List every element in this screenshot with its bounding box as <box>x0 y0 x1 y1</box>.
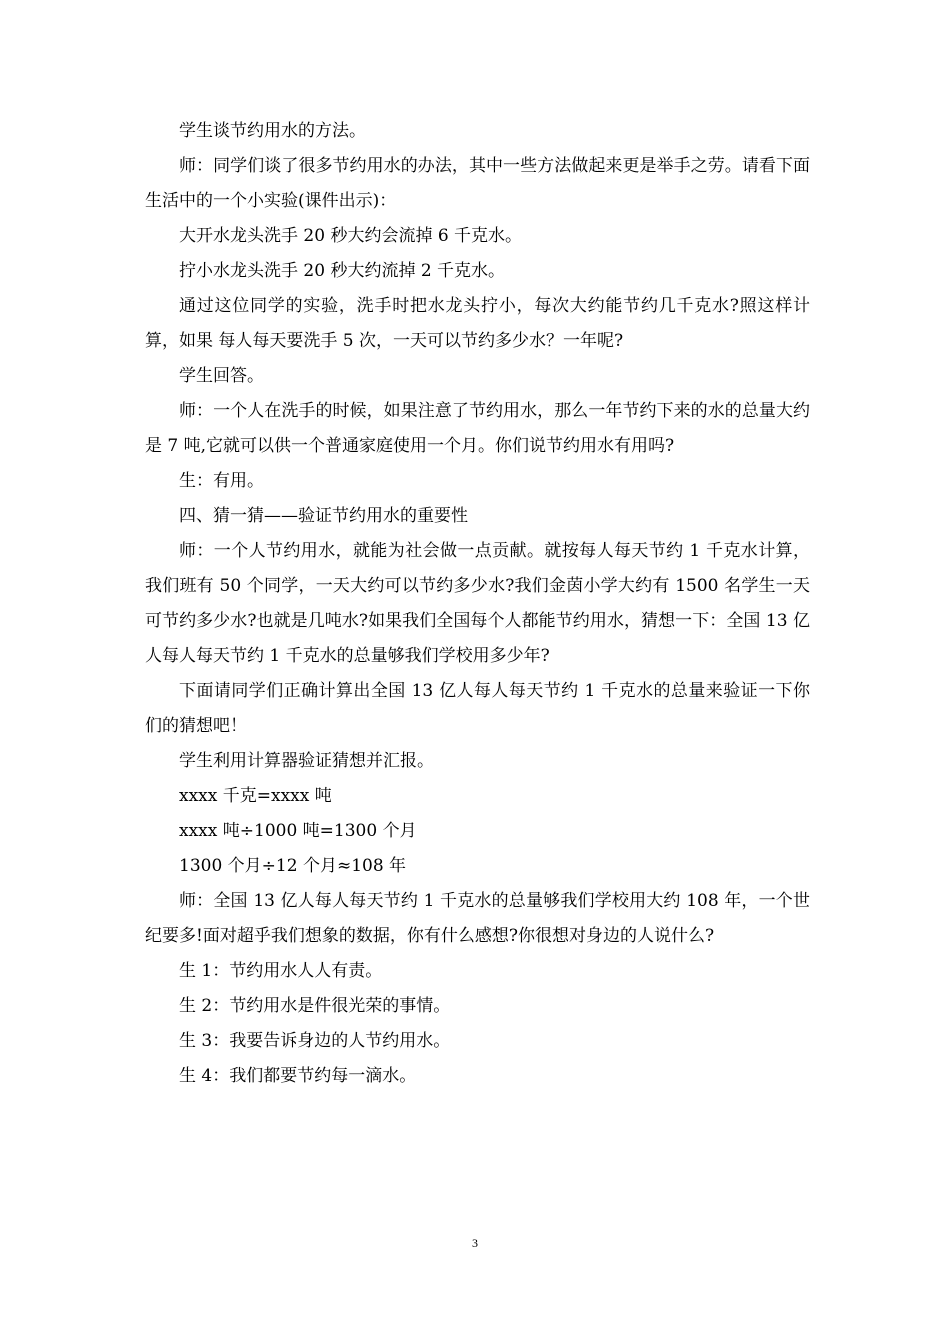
calculation-line: xxxx 千克=xxxx 吨 <box>179 786 332 806</box>
paragraph: 师：一个人节约用水，就能为社会做一点贡献。就按每人每天节约 1 千克水计算，我们班有 50 个同学，一天大约可以节约多少水?我们金茵小学大约有 1500 名学生一天可节约多少水?也就是几吨水?如果我们全国每个人都能节约用水，猜想一下：全国 13 亿人每人每天节约 1 千克水的总量够我们学校用多少年? <box>145 541 810 666</box>
paragraph: 师：一个人在洗手的时候，如果注意了节约用水，那么一年节约下来的水的总量大约是 7 吨,它就可以供一个普通家庭使用一个月。你们说节约用水有用吗? <box>145 401 810 456</box>
paragraph: 生 2：节约用水是件很光荣的事情。 <box>179 996 451 1016</box>
paragraph: 生：有用。 <box>179 471 264 491</box>
paragraph: 学生利用计算器验证猜想并汇报。 <box>179 751 434 771</box>
paragraph: 大开水龙头洗手 20 秒大约会流掉 6 千克水。 <box>179 226 523 246</box>
paragraph: 生 3：我要告诉身边的人节约用水。 <box>179 1031 451 1051</box>
paragraph: 师：同学们谈了很多节约用水的办法，其中一些方法做起来更是举手之劳。请看下面生活中的一个小实验(课件出示)： <box>145 156 810 211</box>
paragraph: 生 1：节约用水人人有责。 <box>179 961 383 981</box>
document-body <box>145 114 810 1094</box>
paragraph: 通过这位同学的实验，洗手时把水龙头拧小，每次大约能节约几千克水?照这样计算，如果 每人每天要洗手 5 次，一天可以节约多少水？一年呢? <box>145 296 810 351</box>
paragraph: 学生回答。 <box>179 366 264 386</box>
paragraph: 学生谈节约用水的方法。 <box>179 121 366 141</box>
calculation-line: xxxx 吨÷1000 吨=1300 个月 <box>179 821 417 841</box>
page-number: 3 <box>472 1236 478 1250</box>
paragraph: 拧小水龙头洗手 20 秒大约流掉 2 千克水。 <box>179 261 506 281</box>
calculation-line: 1300 个月÷12 个月≈108 年 <box>179 856 407 876</box>
paragraph: 师：全国 13 亿人每人每天节约 1 千克水的总量够我们学校用大约 108 年，一个世纪要多!面对超乎我们想象的数据，你有什么感想?你很想对身边的人说什么? <box>145 891 810 946</box>
paragraph: 下面请同学们正确计算出全国 13 亿人每人每天节约 1 千克水的总量来验证一下你们的猜想吧！ <box>145 681 810 736</box>
paragraph: 生 4：我们都要节约每一滴水。 <box>179 1066 417 1086</box>
section-heading: 四、猜一猜——验证节约用水的重要性 <box>179 506 468 526</box>
